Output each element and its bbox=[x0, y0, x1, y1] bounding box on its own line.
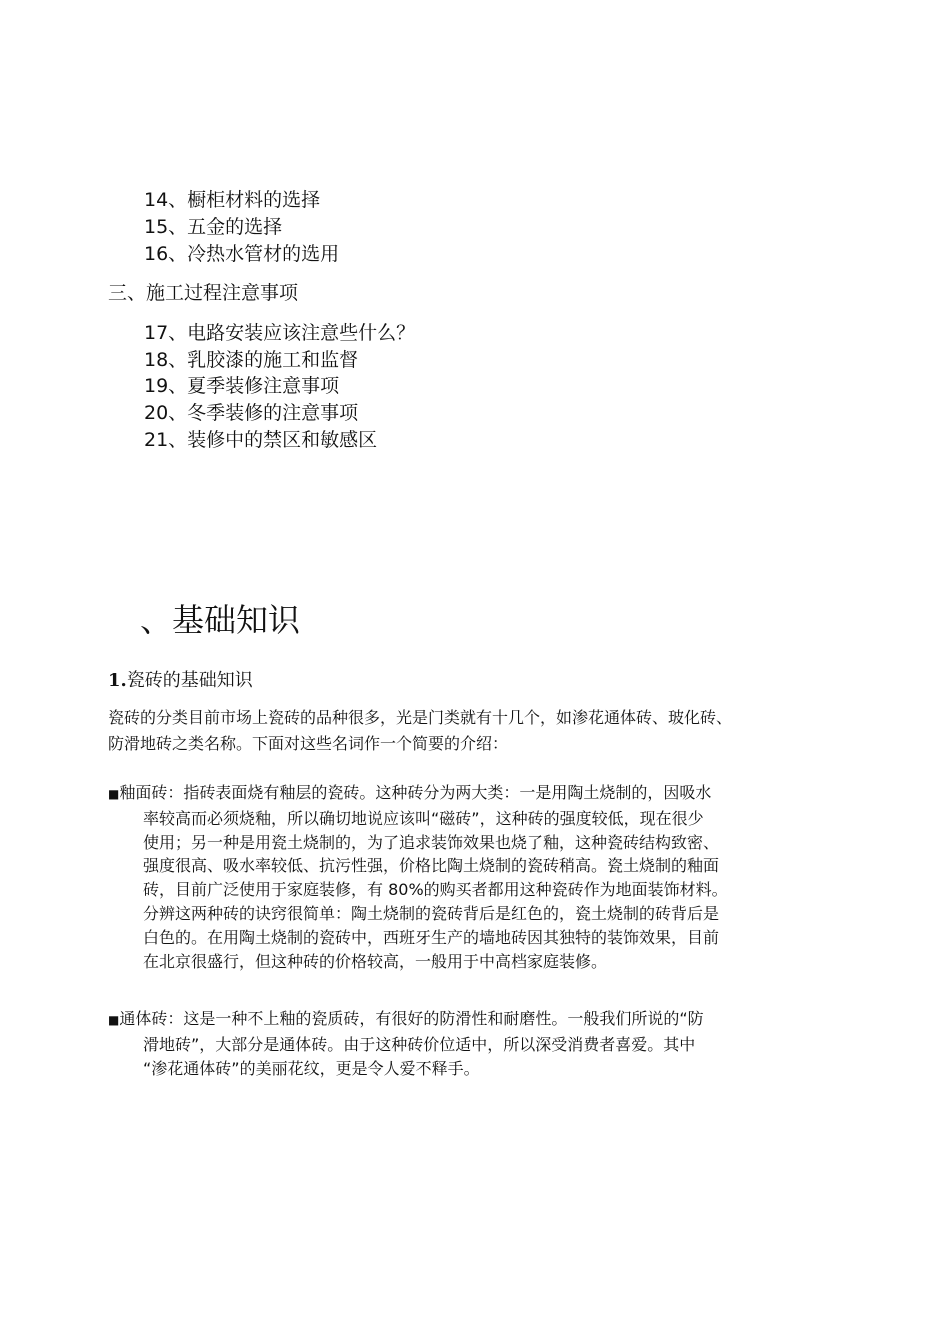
full-body-tile-line: “渗花通体砖”的美丽花纹，更是令人爱不释手。 bbox=[143, 1058, 480, 1078]
toc-item-19: 19、夏季装修注意事项 bbox=[144, 375, 340, 397]
bullet-square-icon: ■ bbox=[108, 1013, 120, 1027]
subsection-number: 1. bbox=[108, 670, 127, 691]
toc-section-three: 三、施工过程注意事项 bbox=[108, 282, 299, 304]
section-heading: 、基础知识 bbox=[140, 601, 301, 639]
glazed-tile-line: ■釉面砖：指砖表面烧有釉层的瓷砖。这种砖分为两大类：一是用陶土烧制的，因吸水 bbox=[108, 783, 712, 802]
intro-paragraph bbox=[108, 705, 868, 757]
full-body-tile-line: ■通体砖：这是一种不上釉的瓷质砖，有很好的防滑性和耐磨性。一般我们所说的“防 bbox=[108, 1009, 704, 1028]
toc-item-17: 17、电路安装应该注意些什么？ bbox=[144, 322, 416, 344]
glazed-tile-bullet bbox=[108, 781, 848, 973]
toc-item-20: 20、冬季装修的注意事项 bbox=[144, 402, 359, 424]
glazed-tile-line: 在北京很盛行，但这种砖的价格较高，一般用于中高档家庭装修。 bbox=[143, 951, 608, 971]
glazed-tile-line: 白色的。在用陶土烧制的瓷砖中，西班牙生产的墙地砖因其独特的装饰效果，目前 bbox=[143, 927, 720, 947]
glazed-tile-line: 使用；另一种是用瓷土烧制的，为了追求装饰效果也烧了釉，这种瓷砖结构致密、 bbox=[143, 832, 720, 852]
toc-item-15: 15、五金的选择 bbox=[144, 216, 283, 238]
subsection-title: 瓷砖的基础知识 bbox=[126, 670, 253, 691]
subsection-heading bbox=[108, 668, 253, 694]
glazed-tile-line: 率较高而必须烧釉，所以确切地说应该叫“磁砖”，这种砖的强度较低，现在很少 bbox=[143, 808, 704, 828]
glazed-tile-line: 分辨这两种砖的诀窍很简单：陶土烧制的瓷砖背后是红色的，瓷土烧制的砖背后是 bbox=[143, 903, 720, 923]
full-body-tile-line: 滑地砖”，大部分是通体砖。由于这种砖价位适中，所以深受消费者喜爱。其中 bbox=[143, 1034, 696, 1054]
bullet-square-icon: ■ bbox=[108, 787, 120, 801]
glazed-tile-line: 强度很高、吸水率较低、抗污性强，价格比陶土烧制的瓷砖稍高。瓷土烧制的釉面 bbox=[143, 856, 720, 876]
toc-item-21: 21、装修中的禁区和敏感区 bbox=[144, 429, 378, 451]
toc-item-14: 14、橱柜材料的选择 bbox=[144, 189, 321, 211]
toc-item-16: 16、冷热水管材的选用 bbox=[144, 243, 340, 265]
glazed-tile-line: 砖，目前广泛使用于家庭装修，有 80%的购买者都用这种瓷砖作为地面装饰材料。 bbox=[143, 880, 728, 900]
intro-line: 瓷砖的分类目前市场上瓷砖的品种很多，光是门类就有十几个，如渗花通体砖、玻化砖、 bbox=[108, 708, 733, 727]
full-body-tile-bullet bbox=[108, 1007, 848, 1080]
intro-line: 防滑地砖之类名称。下面对这些名词作一个简要的介绍： bbox=[108, 734, 509, 753]
toc-item-18: 18、乳胶漆的施工和监督 bbox=[144, 349, 359, 371]
